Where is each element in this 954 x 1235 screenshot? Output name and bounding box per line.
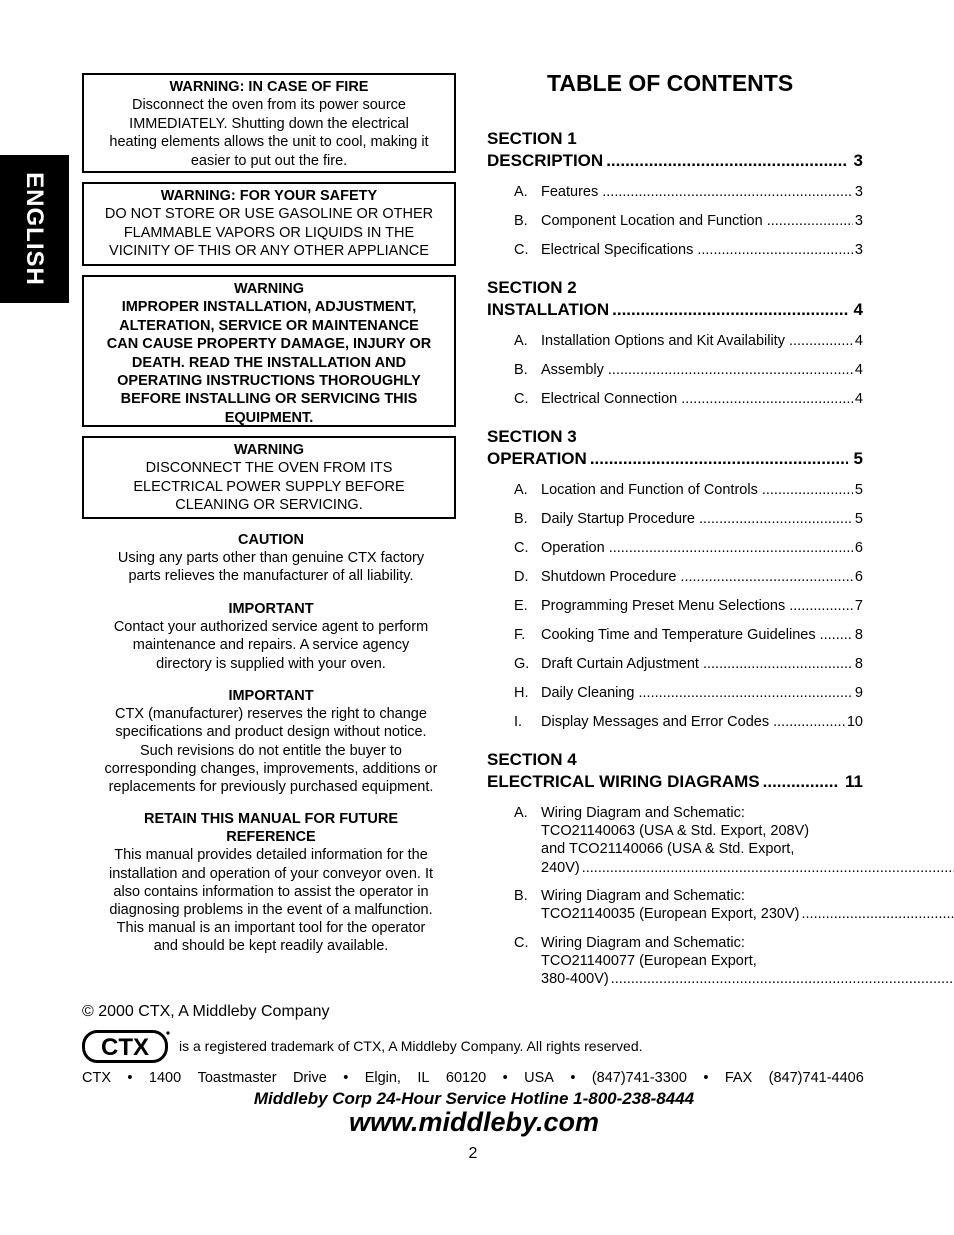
item-text: Assembly	[541, 362, 604, 378]
toc-section-3[interactable]	[487, 426, 863, 470]
item-text: Location and Function of Controls	[541, 482, 758, 498]
bullet: •	[570, 1070, 576, 1086]
warning-line: easier to put out the fire.	[190, 152, 348, 169]
address-part: Drive	[292, 1070, 327, 1086]
note-line: This manual provides detailed information for the	[114, 847, 428, 864]
dot-leader	[602, 183, 853, 201]
dot-leader	[789, 332, 853, 350]
item-text: Wiring Diagram and Schematic:	[541, 888, 745, 904]
address-part: 1400	[148, 1070, 182, 1086]
ctx-logo	[82, 1030, 170, 1063]
section-page: 3	[853, 151, 863, 170]
item-text: TCO21140063 (USA & Std. Export, 208V)	[541, 823, 810, 840]
dot-leader	[763, 771, 839, 793]
warning-line: BEFORE INSTALLING OR SERVICING THIS	[120, 391, 418, 408]
note-line: replacements for previously purchased equipment.	[108, 779, 434, 796]
item-page: 9	[854, 685, 863, 701]
toc-item[interactable]	[514, 887, 863, 923]
warning-heading: WARNING: IN CASE OF FIRE	[169, 79, 369, 95]
item-letter: A.	[514, 805, 528, 821]
dot-leader	[606, 150, 847, 172]
address-line	[82, 1070, 864, 1086]
section-name: INSTALLATION	[487, 300, 610, 319]
item-text: Cooking Time and Temperature Guidelines	[541, 627, 816, 643]
note-line: corresponding changes, improvements, additions or	[104, 760, 438, 777]
dot-leader	[697, 241, 853, 259]
note-line: installation and operation of your conveyor oven. It	[108, 865, 434, 882]
section-page: 5	[853, 449, 863, 468]
item-page: 3	[854, 242, 863, 258]
page-number: 2	[468, 1145, 478, 1162]
section-name: OPERATION	[487, 449, 587, 468]
dot-leader	[767, 212, 853, 230]
toc-item[interactable]	[514, 626, 863, 644]
address-part: CTX	[82, 1070, 111, 1086]
item-letter: C.	[514, 242, 529, 258]
item-letter: D.	[514, 569, 529, 585]
item-text: Features	[541, 184, 599, 200]
item-letter: F.	[514, 627, 526, 643]
bullet: •	[703, 1070, 709, 1086]
warning-line: DISCONNECT THE OVEN FROM ITS	[145, 460, 393, 477]
section-name: DESCRIPTION	[487, 151, 604, 170]
item-text: Electrical Specifications	[541, 242, 694, 258]
item-page: 6	[854, 569, 863, 585]
address-part: 60120	[445, 1070, 487, 1086]
dot-leader	[789, 597, 853, 615]
phone-number: (847)741-3300	[591, 1070, 687, 1086]
dot-leader	[608, 361, 853, 379]
note-line: This manual is an important tool for the operator	[116, 920, 426, 937]
dot-leader	[611, 970, 954, 988]
item-text: Daily Startup Procedure	[541, 511, 695, 527]
toc-item[interactable]	[514, 481, 863, 499]
warning-line: FLAMMABLE VAPORS OR LIQUIDS IN THE	[123, 224, 415, 241]
warning-line: OPERATING INSTRUCTIONS THOROUGHLY	[117, 373, 421, 390]
bullet: •	[343, 1070, 349, 1086]
note-line: CTX (manufacturer) reserves the right to change	[115, 706, 427, 723]
item-letter: B.	[514, 888, 528, 904]
address-part: Elgin,	[364, 1070, 401, 1086]
warning-line: EQUIPMENT.	[224, 409, 314, 426]
warning-heading: WARNING	[233, 281, 305, 297]
section-label: SECTION 4	[487, 750, 577, 769]
item-page: 10	[846, 714, 863, 730]
dot-leader	[801, 905, 954, 923]
warning-line: DO NOT STORE OR USE GASOLINE OR OTHER	[104, 206, 434, 223]
item-letter: H.	[514, 685, 529, 701]
toc-item[interactable]	[514, 183, 863, 201]
warning-line: VICINITY OF THIS OR ANY OTHER APPLIANCE	[109, 243, 429, 260]
address-part: Toastmaster	[197, 1070, 277, 1086]
warning-line: DEATH. READ THE INSTALLATION AND	[131, 354, 407, 371]
toc-item[interactable]	[514, 804, 863, 877]
note-line: Using any parts other than genuine CTX factory	[117, 550, 425, 567]
section-page: 11	[845, 772, 863, 791]
dot-leader	[773, 713, 845, 731]
toc-item[interactable]	[514, 934, 863, 989]
toc-item[interactable]	[514, 597, 863, 615]
item-page: 7	[854, 598, 863, 614]
toc-item[interactable]	[514, 332, 863, 350]
warning-box-fire	[82, 73, 456, 173]
note-line: directory is supplied with your oven.	[156, 655, 386, 672]
item-page: 8	[854, 656, 863, 672]
warning-line: ELECTRICAL POWER SUPPLY BEFORE	[133, 478, 405, 495]
item-text: Installation Options and Kit Availability	[541, 333, 785, 349]
warning-heading: WARNING	[233, 442, 305, 458]
item-page: 4	[854, 333, 863, 349]
bullet: •	[127, 1070, 133, 1086]
item-page: 5	[854, 511, 863, 527]
item-text: Operation	[541, 540, 605, 556]
dot-leader	[590, 448, 848, 470]
item-letter: C.	[514, 540, 529, 556]
section-label: SECTION 1	[487, 129, 577, 148]
item-page: 4	[854, 391, 863, 407]
trademark-text: is a registered trademark of CTX, A Middleby Company. All rights reserved.	[179, 1038, 643, 1054]
item-letter: C.	[514, 935, 529, 951]
section-name: ELECTRICAL WIRING DIAGRAMS	[487, 772, 760, 791]
item-letter: A.	[514, 482, 528, 498]
toc-section-1[interactable]	[487, 128, 863, 172]
note-line: parts relieves the manufacturer of all liability.	[128, 568, 414, 585]
item-text: 240V)	[541, 859, 580, 876]
item-text: Daily Cleaning	[541, 685, 635, 701]
item-letter: I.	[514, 714, 523, 730]
warning-line: CAN CAUSE PROPERTY DAMAGE, INJURY OR	[106, 336, 432, 353]
item-page: 4	[854, 362, 863, 378]
note-line: maintenance and repairs. A service agency	[132, 637, 410, 654]
dot-leader	[582, 859, 954, 877]
item-page: 6	[854, 540, 863, 556]
toc-item[interactable]	[514, 390, 863, 408]
address-part: IL	[417, 1070, 430, 1086]
note-line: also contains information to assist the operator in	[113, 883, 429, 900]
item-letter: G.	[514, 656, 530, 672]
copyright: © 2000 CTX, A Middleby Company	[82, 1003, 330, 1020]
item-letter: B.	[514, 362, 528, 378]
ctx-logo-text: CTX	[101, 1034, 149, 1061]
section-label: SECTION 2	[487, 278, 577, 297]
toc-title: TABLE OF CONTENTS	[547, 70, 794, 96]
service-hotline: Middleby Corp 24-Hour Service Hotline 1-800-238-8444	[253, 1089, 695, 1108]
item-text: 380-400V)	[541, 971, 609, 988]
item-letter: A.	[514, 333, 528, 349]
item-text: Component Location and Function	[541, 213, 763, 229]
toc-item[interactable]	[514, 713, 863, 731]
dot-leader	[612, 299, 847, 321]
note-heading: IMPORTANT	[228, 601, 314, 617]
dot-leader	[699, 510, 853, 528]
item-text: Programming Preset Menu Selections	[541, 598, 786, 614]
toc-item[interactable]	[514, 361, 863, 379]
item-text: Shutdown Procedure	[541, 569, 677, 585]
toc-item[interactable]	[514, 510, 863, 528]
dot-leader	[609, 539, 853, 557]
note-line: and should be kept readily available.	[153, 938, 389, 955]
section-label: SECTION 3	[487, 427, 577, 446]
item-letter: C.	[514, 391, 529, 407]
item-text: Draft Curtain Adjustment	[541, 656, 699, 672]
warning-line: Disconnect the oven from its power source	[131, 97, 406, 114]
toc-section-4[interactable]	[487, 749, 863, 793]
bullet: •	[502, 1070, 508, 1086]
language-tab-label: ENGLISH	[21, 172, 48, 286]
dot-leader	[703, 655, 853, 673]
language-tab	[0, 155, 69, 303]
toc-item[interactable]	[514, 212, 863, 230]
dot-leader	[681, 390, 853, 408]
address-part: USA	[524, 1070, 554, 1086]
dot-leader	[762, 481, 853, 499]
note-line: specifications and product design without notice.	[115, 724, 427, 741]
item-text: Wiring Diagram and Schematic:	[541, 805, 745, 821]
toc-section-2[interactable]	[487, 277, 863, 321]
dot-leader	[639, 684, 853, 702]
item-page: 3	[854, 213, 863, 229]
important-note-service	[82, 600, 460, 673]
warning-line: heating elements allows the unit to cool, making it	[109, 134, 429, 151]
item-letter: A.	[514, 184, 528, 200]
toc-item[interactable]	[514, 655, 863, 673]
retain-manual-note	[82, 810, 460, 956]
website-link[interactable]: www.middleby.com	[348, 1107, 600, 1137]
toc-item[interactable]	[514, 539, 863, 557]
item-text: Electrical Connection	[541, 391, 678, 407]
warning-heading: WARNING: FOR YOUR SAFETY	[160, 188, 378, 204]
fax-number: (847)741-4406	[768, 1070, 864, 1086]
item-text: TCO21140035 (European Export, 230V)	[541, 906, 800, 923]
address-part: FAX	[724, 1070, 753, 1086]
dot-leader	[820, 626, 853, 644]
note-line: Such revisions do not entitle the buyer to	[140, 742, 402, 759]
note-line: diagnosing problems in the event of a malfunction.	[109, 902, 433, 919]
warning-line: CLEANING OR SERVICING.	[175, 497, 363, 514]
item-text: TCO21140077 (European Export,	[541, 953, 757, 970]
important-note-revisions	[82, 687, 460, 796]
warning-box-disconnect	[82, 436, 456, 519]
note-heading: RETAIN THIS MANUAL FOR FUTURE	[143, 811, 398, 827]
warning-box-installation	[82, 275, 456, 427]
item-text: Wiring Diagram and Schematic:	[541, 935, 745, 951]
toc-item[interactable]	[514, 684, 863, 702]
item-text: and TCO21140066 (USA & Std. Export,	[541, 841, 795, 858]
section-page: 4	[853, 300, 863, 319]
note-heading: REFERENCE	[226, 829, 316, 846]
warning-box-safety	[82, 182, 456, 266]
item-letter: B.	[514, 213, 528, 229]
item-text: Display Messages and Error Codes	[541, 714, 770, 730]
caution-note	[82, 531, 460, 586]
toc-item[interactable]	[514, 568, 863, 586]
note-heading: CAUTION	[237, 532, 305, 548]
item-page: 3	[854, 184, 863, 200]
note-heading: IMPORTANT	[228, 688, 314, 704]
item-letter: E.	[514, 598, 528, 614]
warning-line: IMPROPER INSTALLATION, ADJUSTMENT,	[121, 299, 417, 316]
note-line: Contact your authorized service agent to perform	[113, 619, 429, 636]
warning-line: ALTERATION, SERVICE OR MAINTENANCE	[119, 317, 419, 334]
item-letter: B.	[514, 511, 528, 527]
item-page: 5	[854, 482, 863, 498]
toc-item[interactable]	[514, 241, 863, 259]
dot-leader	[680, 568, 853, 586]
item-page: 8	[854, 627, 863, 643]
warning-line: IMMEDIATELY. Shutting down the electrical	[129, 115, 409, 132]
